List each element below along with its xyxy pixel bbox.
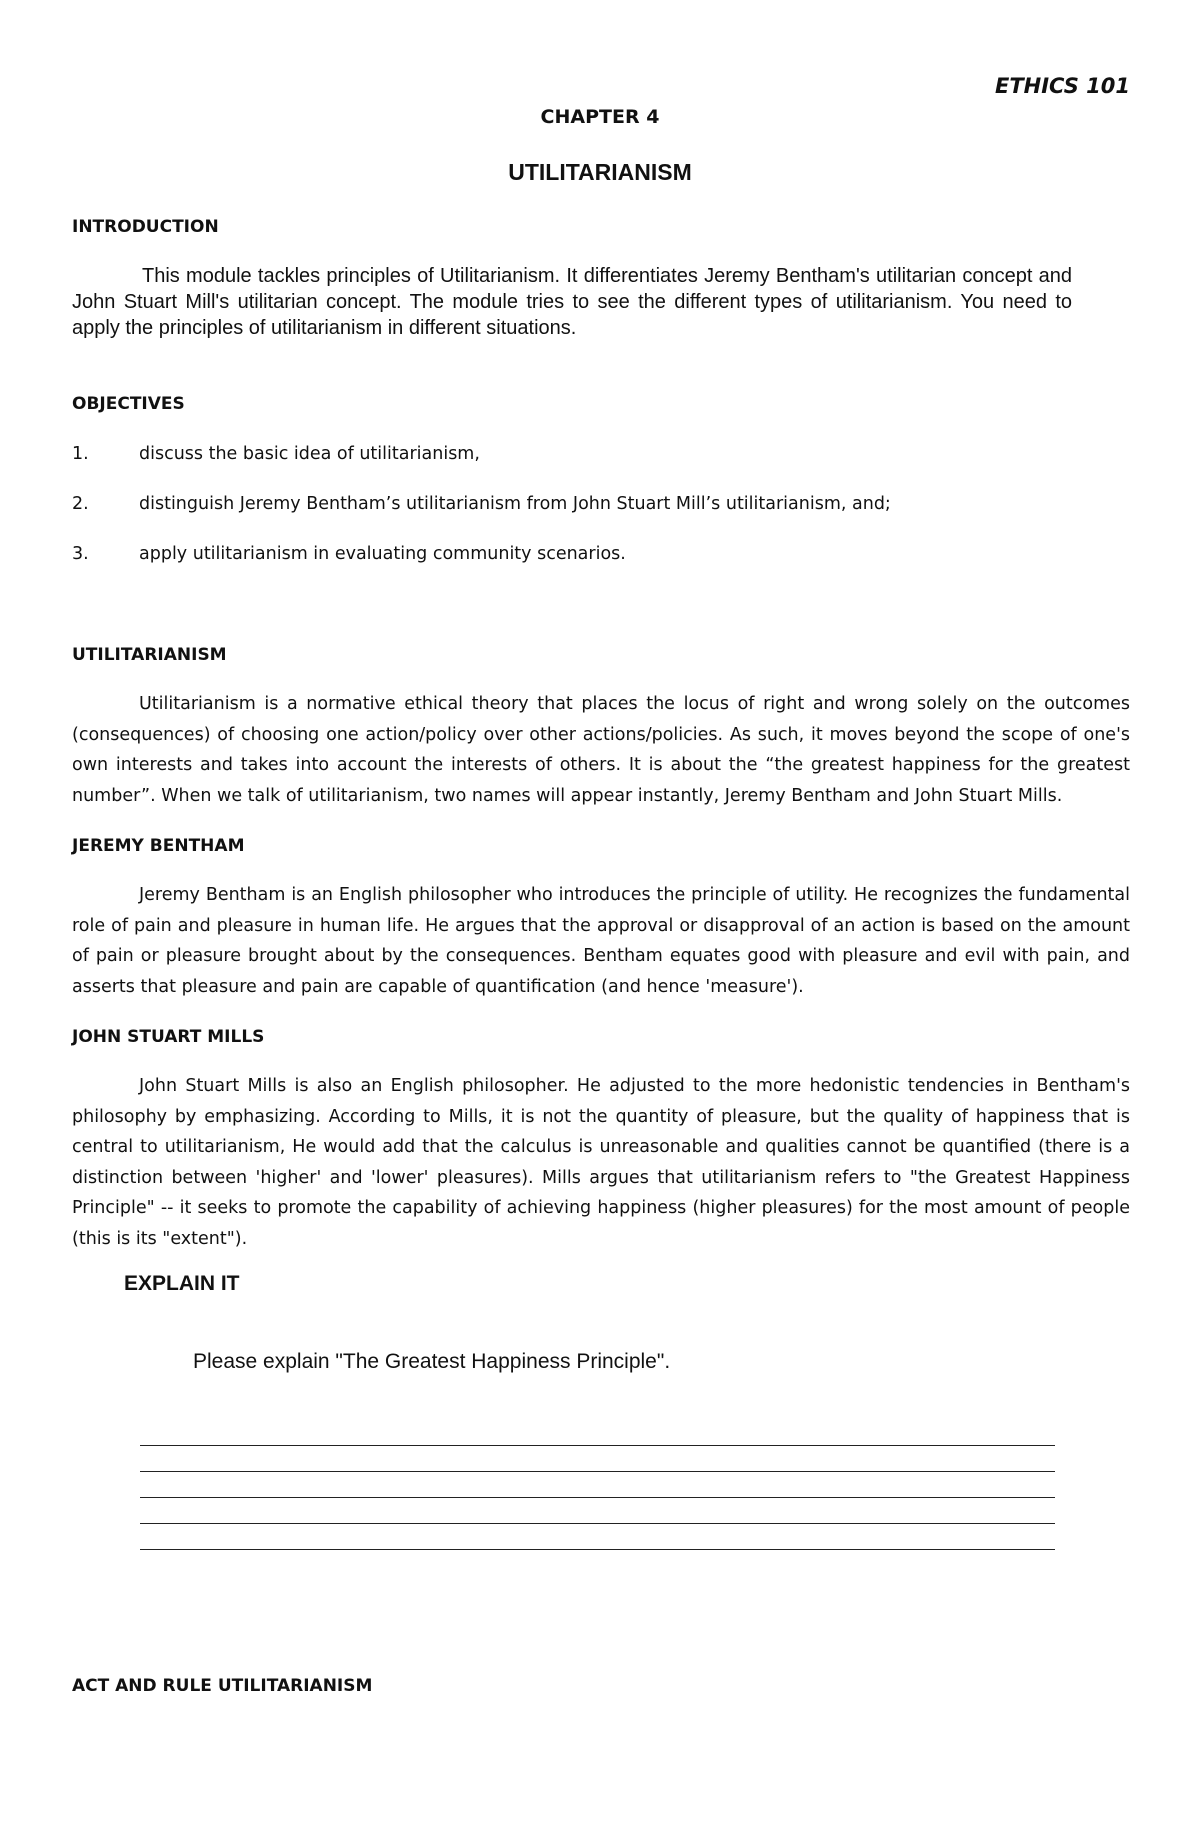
objective-number: 1.: [72, 444, 89, 464]
answer-lines: [140, 1420, 1055, 1550]
utilitarianism-paragraph: Utilitarianism is a normative ethical theory that places the locus of right and wrong solely on the outcomes (consequences) of choosing one action/policy over other actions/policies. As such, it moves beyond the scope of one's own interests and takes into account the interests of others. It is about the “the greatest happiness for the greatest number”. When we talk of utilitarianism, two names will appear instantly, Jeremy Bentham and John Stuart Mills.: [72, 694, 1130, 806]
objective-item: [72, 494, 891, 514]
bentham-heading: JEREMY BENTHAM: [72, 836, 245, 856]
objective-text: apply utilitarianism in evaluating community scenarios.: [139, 544, 626, 564]
introduction-heading: INTRODUCTION: [72, 217, 219, 237]
objective-number: 2.: [72, 494, 89, 514]
course-label: ETHICS 101: [995, 74, 1130, 98]
answer-line[interactable]: [140, 1420, 1055, 1446]
introduction-paragraph: This module tackles principles of Utilitarianism. It differentiates Jeremy Bentham's utilitarian concept and John Stuart Mill's utilitarian concept. The module tries to see the different types of utilitarianism. You need to apply the principles of utilitarianism in different situations.: [72, 265, 1072, 339]
chapter-label: CHAPTER 4: [540, 106, 660, 128]
act-rule-heading: ACT AND RULE UTILITARIANISM: [72, 1676, 373, 1696]
answer-line[interactable]: [140, 1446, 1055, 1472]
answer-line[interactable]: [140, 1472, 1055, 1498]
objectives-heading: OBJECTIVES: [72, 394, 185, 414]
explain-it-heading: EXPLAIN IT: [124, 1272, 240, 1295]
objective-text: discuss the basic idea of utilitarianism,: [139, 444, 480, 464]
objective-item: [72, 544, 626, 564]
answer-line[interactable]: [140, 1524, 1055, 1550]
mills-paragraph: John Stuart Mills is also an English philosopher. He adjusted to the more hedonistic tendencies in Bentham's philosophy by emphasizing. According to Mills, it is not the quantity of pleasure, but the quality of happiness that is central to utilitarianism, He would add that the calculus is unreasonable and qualities cannot be quantified (there is a distinction between 'higher' and 'lower' pleasures). Mills argues that utilitarianism refers to "the Greatest Happiness Principle" -- it seeks to promote the capability of achieving happiness (higher pleasures) for the most amount of people (this is its "extent").: [72, 1076, 1130, 1249]
page-title: UTILITARIANISM: [508, 159, 692, 185]
bentham-paragraph: Jeremy Bentham is an English philosopher who introduces the principle of utility. He recognizes the fundamental role of pain and pleasure in human life. He argues that the approval or disapproval of an action is based on the amount of pain or pleasure brought about by the consequences. Bentham equates good with pleasure and evil with pain, and asserts that pleasure and pain are capable of quantification (and hence 'measure').: [72, 885, 1130, 997]
objective-text: distinguish Jeremy Bentham’s utilitarianism from John Stuart Mill’s utilitarianism, and;: [139, 494, 891, 514]
explain-prompt: Please explain "The Greatest Happiness Principle".: [193, 1350, 671, 1373]
mills-heading: JOHN STUART MILLS: [72, 1027, 265, 1047]
objective-item: [72, 444, 480, 464]
utilitarianism-heading: UTILITARIANISM: [72, 645, 227, 665]
answer-line[interactable]: [140, 1498, 1055, 1524]
objective-number: 3.: [72, 544, 89, 564]
